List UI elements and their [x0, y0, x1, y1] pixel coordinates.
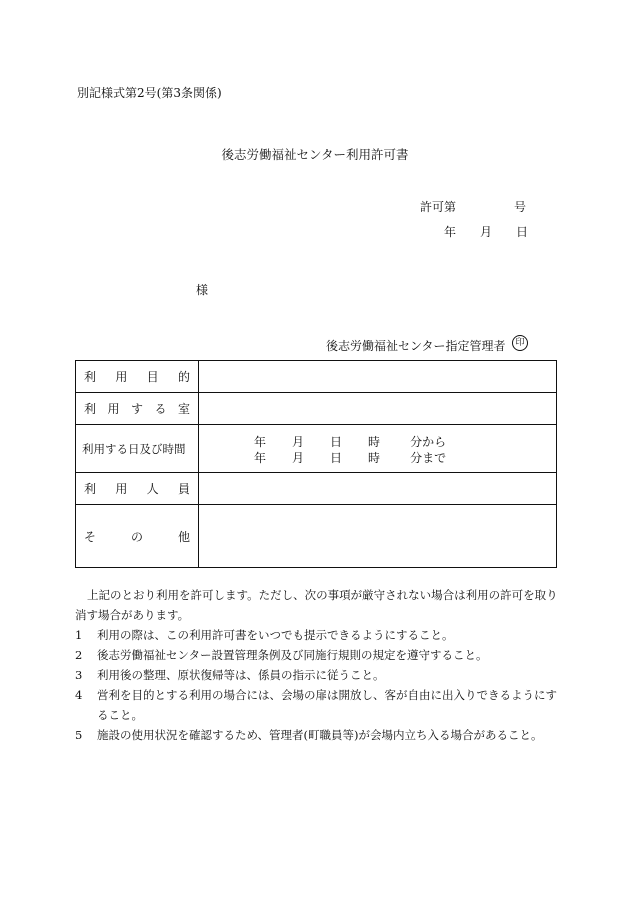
note-item: 3 利用後の整理、原状復帰等は、係員の指示に従うこと。: [75, 668, 385, 682]
field-purpose[interactable]: [199, 361, 557, 393]
note-item: 4 営利を目的とする利用の場合には、会場の扉は開放し、客が自由に出入りできるようにすること。: [75, 688, 557, 722]
datetime-to: 年 月 日 時 分まで: [254, 451, 447, 465]
issue-day-label: 日: [516, 225, 529, 239]
issuer-name: 後志労働福祉センター指定管理者: [326, 339, 506, 353]
issue-date: [444, 223, 528, 240]
field-other[interactable]: [199, 505, 557, 568]
note-item: 5 施設の使用状況を確認するため、管理者(町職員等)が会場内立ち入る場合があること。: [75, 728, 543, 742]
permit-number-suffix: 号: [514, 200, 527, 214]
row-room: [76, 393, 557, 425]
label-other: そ の 他: [76, 505, 199, 568]
note-item: 1 利用の際は、この利用許可書をいつでも提示できるようにすること。: [75, 628, 454, 642]
field-datetime[interactable]: [199, 425, 557, 473]
field-people[interactable]: [199, 473, 557, 505]
addressee-suffix: 様: [196, 283, 209, 297]
notes-intro: 上記のとおり利用を許可します。ただし、次の事項が厳守されない場合は利用の許可を取り消す場合があります。: [75, 588, 558, 622]
label-room: 利 用 す る 室: [76, 393, 199, 425]
issue-year-label: 年: [444, 225, 457, 239]
seal-icon: 印: [512, 335, 528, 351]
label-purpose: 利 用 目 的: [76, 361, 199, 393]
conditions-notes: [75, 585, 565, 745]
row-other: [76, 505, 557, 568]
row-datetime: [76, 425, 557, 473]
datetime-from: 年 月 日 時 分から: [254, 435, 447, 449]
issue-month-label: 月: [480, 225, 493, 239]
label-people: 利 用 人 員: [76, 473, 199, 505]
row-purpose: [76, 361, 557, 393]
permit-form-table: [75, 360, 557, 568]
row-people: [76, 473, 557, 505]
field-room[interactable]: [199, 393, 557, 425]
form-number: 別記様式第2号(第3条関係): [77, 86, 222, 100]
document-title: 後志労働福祉センター利用許可書: [221, 147, 409, 162]
permit-number-label: 許可第: [420, 200, 457, 214]
label-datetime: 利用する日及び時間: [76, 425, 199, 473]
note-item: 2 後志労働福祉センター設置管理条例及び同施行規則の規定を遵守すること。: [75, 648, 488, 662]
